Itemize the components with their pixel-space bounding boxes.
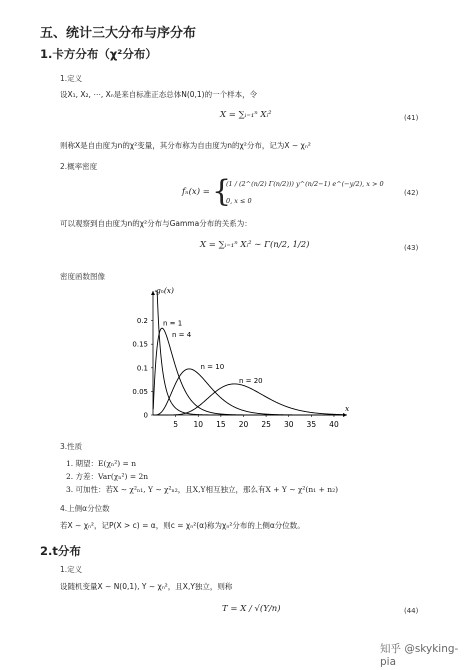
x-axis-label: x xyxy=(345,404,350,413)
y-axis-arrow xyxy=(151,291,155,295)
y-tick-label: 0.2 xyxy=(136,317,148,326)
series-label-df-4: n = 4 xyxy=(172,331,192,340)
property-label: 3.性质 xyxy=(60,442,83,451)
series-label-df-10: n = 10 xyxy=(200,363,225,372)
series-line-df-20 xyxy=(153,384,343,415)
x-tick-label: 40 xyxy=(329,420,339,429)
definition-text: 设X₁, X₂, ⋯, Xₙ是来自标准正态总体N(0,1)的一个样本，令 xyxy=(60,90,258,99)
equation-43: X = ∑ᵢ₌₁ⁿ Xᵢ² ∼ Γ(n/2, 1/2) xyxy=(200,240,310,250)
definition-text-2: 则称X是自由度为n的χ²变量，其分布称为自由度为n的χ²分布，记为X ∼ χₙ² xyxy=(60,141,311,150)
x-tick-label: 30 xyxy=(283,420,294,429)
y-axis-label: gₙ(x) xyxy=(156,286,174,295)
quantile-text: 若X ∼ χₙ²，记P(X > c) = α，则c = χₙ²(α)称为χₙ²分布的上侧α分位数。 xyxy=(60,521,305,530)
series-line-df-10 xyxy=(153,369,343,415)
property-additivity: 3. 可加性：若X ∼ χ²ₙ₁, Y ∼ χ²ₙ₂，且X,Y相互独立，那么有X + Y ∼ χ²(n₁ + n₂) xyxy=(66,485,339,494)
y-tick-label: 0.05 xyxy=(132,387,148,396)
x-tick-label: 20 xyxy=(238,420,249,429)
property-expectation: 1. 期望：E(χₙ²) = n xyxy=(66,459,137,468)
x-axis-arrow xyxy=(343,413,347,417)
y-tick-label: 0.1 xyxy=(136,364,148,373)
equation-41-number: (41) xyxy=(404,114,419,122)
section-title: 五、统计三大分布与序分布 xyxy=(40,26,197,41)
chi-square-density-chart xyxy=(125,285,350,435)
equation-42-case-1: (1 / (2^(n/2) Γ(n/2))) y^(n/2−1) e^(−y/2), x > 0 xyxy=(226,180,384,188)
graph-label: 密度函数图像 xyxy=(60,272,105,281)
y-tick-label: 0 xyxy=(143,411,148,420)
brace-icon: { xyxy=(212,174,232,209)
property-list xyxy=(66,457,338,496)
equation-44-number: (44) xyxy=(404,607,419,615)
subsection-t-distribution: 2.t分布 xyxy=(40,544,81,558)
y-tick-label: 0.15 xyxy=(132,340,148,349)
t-definition-text: 设随机变量X ∼ N(0,1), Y ∼ χₙ²，且X,Y独立，则称 xyxy=(60,582,233,591)
series-line-df-4 xyxy=(153,328,343,415)
series-label-df-1: n = 1 xyxy=(162,319,183,328)
series-label-df-20: n = 20 xyxy=(238,376,263,385)
x-tick-label: 5 xyxy=(173,420,179,429)
equation-42-case-2: 0, x ≤ 0 xyxy=(226,197,252,205)
x-tick-label: 15 xyxy=(216,420,226,429)
x-tick-label: 10 xyxy=(193,420,204,429)
definition-label: 1.定义 xyxy=(60,74,83,83)
watermark: 知乎 @skyking-pia xyxy=(380,643,459,668)
property-variance: 2. 方差：Var(χₙ²) = 2n xyxy=(66,472,149,481)
equation-41: X = ∑ᵢ₌₁ⁿ Xᵢ² xyxy=(220,110,272,120)
equation-43-number: (43) xyxy=(404,244,419,252)
subsection-chi-square: 1.卡方分布（χ²分布） xyxy=(40,47,157,61)
quantile-label: 4.上侧α分位数 xyxy=(60,504,110,513)
equation-42-lhs: fₙ(x) = xyxy=(182,187,210,197)
x-tick-label: 25 xyxy=(261,420,271,429)
equation-42-number: (42) xyxy=(404,189,419,197)
t-definition-label: 1.定义 xyxy=(60,565,83,574)
x-tick-label: 35 xyxy=(306,420,317,429)
density-label: 2.概率密度 xyxy=(60,162,98,171)
series-line-df-1 xyxy=(155,291,343,415)
gamma-relation-text: 可以观察到自由度为n的χ²分布与Gamma分布的关系为： xyxy=(60,219,252,228)
equation-44: T = X / √(Y/n) xyxy=(222,604,281,614)
